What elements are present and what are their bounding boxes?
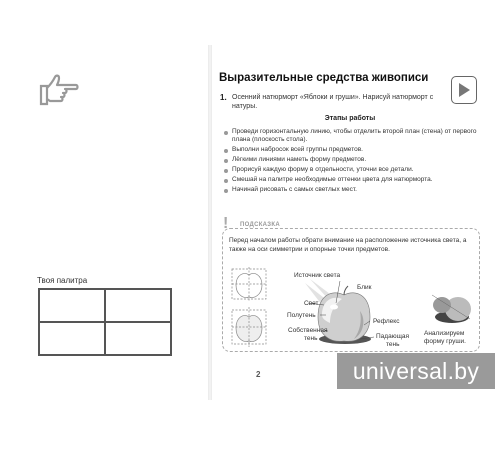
label-own-shadow: Собственная (288, 327, 328, 334)
page-number: 2 (256, 370, 261, 379)
task-number: 1. (220, 93, 227, 102)
apple-sketch-1 (232, 267, 266, 301)
apple-sketch-2 (232, 307, 266, 347)
palette-label: Твоя палитра (37, 276, 88, 285)
pear-sketch (432, 295, 471, 323)
list-item: Проведи горизонтальную линию, чтобы отделить второй план (стена) от первого плана (плоскость стола). (224, 128, 486, 145)
label-halftone: Полутень (287, 312, 316, 319)
label-cast-shadow: Падающая (376, 333, 410, 340)
label-light-source: Источник света (294, 272, 341, 279)
list-item: Смешай на палитре необходимые оттенки цвета для натюрморта. (224, 176, 486, 184)
play-button[interactable] (451, 76, 477, 104)
label-own-shadow-2: тень (304, 335, 318, 342)
palette-grid (38, 288, 172, 356)
task-text: Осенний натюрморт «Яблоки и груши». Нарисуй натюрморт с натуры. (232, 94, 434, 110)
exclamation-icon: ! (223, 215, 229, 232)
hint-label: ПОДСКАЗКА (237, 222, 283, 228)
palette-cell (39, 322, 105, 355)
palette-cell (105, 289, 171, 322)
label-light: Свет (304, 300, 319, 307)
steps-title: Этапы работы (324, 115, 376, 122)
shading-diagram (210, 255, 500, 355)
hint-text: Перед началом работы обрати внимание на расположение источника света, а также на оси симметрии и опорные точки предметов. (229, 237, 467, 253)
list-item: Выполни набросок всей группы предметов. (224, 146, 486, 154)
label-analyze: Анализируем (424, 330, 465, 337)
palette-cell (39, 289, 105, 322)
list-item: Лёгкими линиями наметь форму предметов. (224, 156, 486, 164)
palette-cell (105, 322, 171, 355)
watermark: universal.by (337, 353, 495, 389)
list-item: Начинай рисовать с самых светлых мест. (224, 186, 486, 194)
steps-list (224, 128, 486, 196)
label-highlight: Блик (357, 284, 372, 291)
page-title: Выразительные средства живописи (219, 72, 429, 84)
label-cast-shadow-2: тень (386, 341, 400, 348)
play-icon (457, 82, 471, 98)
label-analyze-2: форму груши. (424, 338, 466, 345)
pointing-hand-icon (38, 72, 80, 108)
list-item: Прорисуй каждую форму в отдельности, уточни все детали. (224, 166, 486, 174)
label-reflex: Рефлекс (373, 318, 400, 325)
